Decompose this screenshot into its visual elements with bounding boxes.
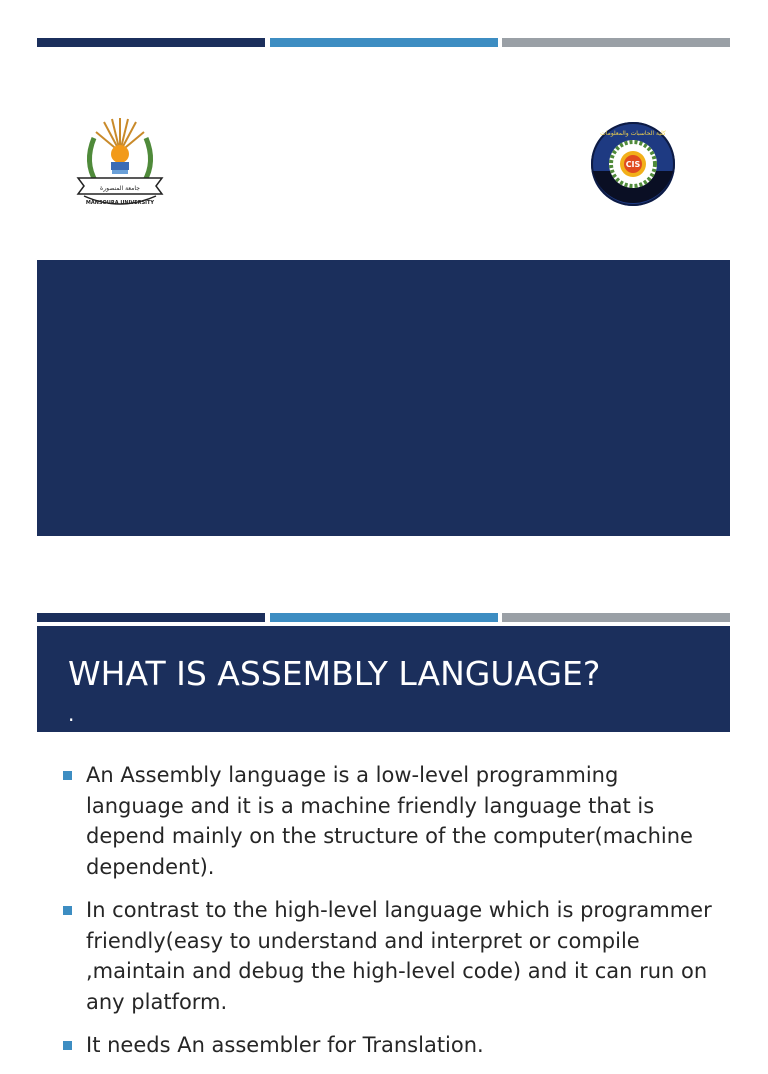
slide2-stripe-gray [502, 613, 730, 622]
top-stripe-navy [37, 38, 265, 47]
heading-dot: · [68, 708, 75, 732]
svg-text:جامعة المنصورة: جامعة المنصورة [100, 185, 140, 192]
top-stripe-gray [502, 38, 730, 47]
faculty-of-computers-logo [590, 121, 676, 207]
top-stripe-blue [270, 38, 498, 47]
bullet-item [60, 1030, 720, 1061]
slide2-stripe-blue [270, 613, 498, 622]
mansoura-university-logo [74, 112, 166, 208]
bullet-square-icon [63, 906, 72, 915]
bullet-text: An Assembly language is a low-level programming language and it is a machine friendly language that is depend mainly on the structure of the computer(machine dependent). [86, 763, 693, 879]
svg-text:MANSOURA UNIVERSITY: MANSOURA UNIVERSITY [85, 200, 155, 206]
bullet-list [60, 760, 720, 1074]
slide-heading: WHAT IS ASSEMBLY LANGUAGE? [68, 654, 601, 693]
svg-text:CIS: CIS [625, 160, 641, 169]
bullet-square-icon [63, 771, 72, 780]
bullet-text: In contrast to the high-level language which is programmer friendly(easy to understand and interpret or compile ,maintain and debug the high-level code) and it can run on any platform. [86, 898, 712, 1014]
bullet-square-icon [63, 1041, 72, 1050]
svg-text:كلية الحاسبات والمعلومات: كلية الحاسبات والمعلومات [600, 130, 666, 137]
heading-banner [37, 626, 730, 732]
bullet-text: It needs An assembler for Translation. [86, 1033, 484, 1057]
slide2-stripe-navy [37, 613, 265, 622]
bullet-item [60, 895, 720, 1017]
bullet-item [60, 760, 720, 882]
title-banner [37, 260, 730, 536]
